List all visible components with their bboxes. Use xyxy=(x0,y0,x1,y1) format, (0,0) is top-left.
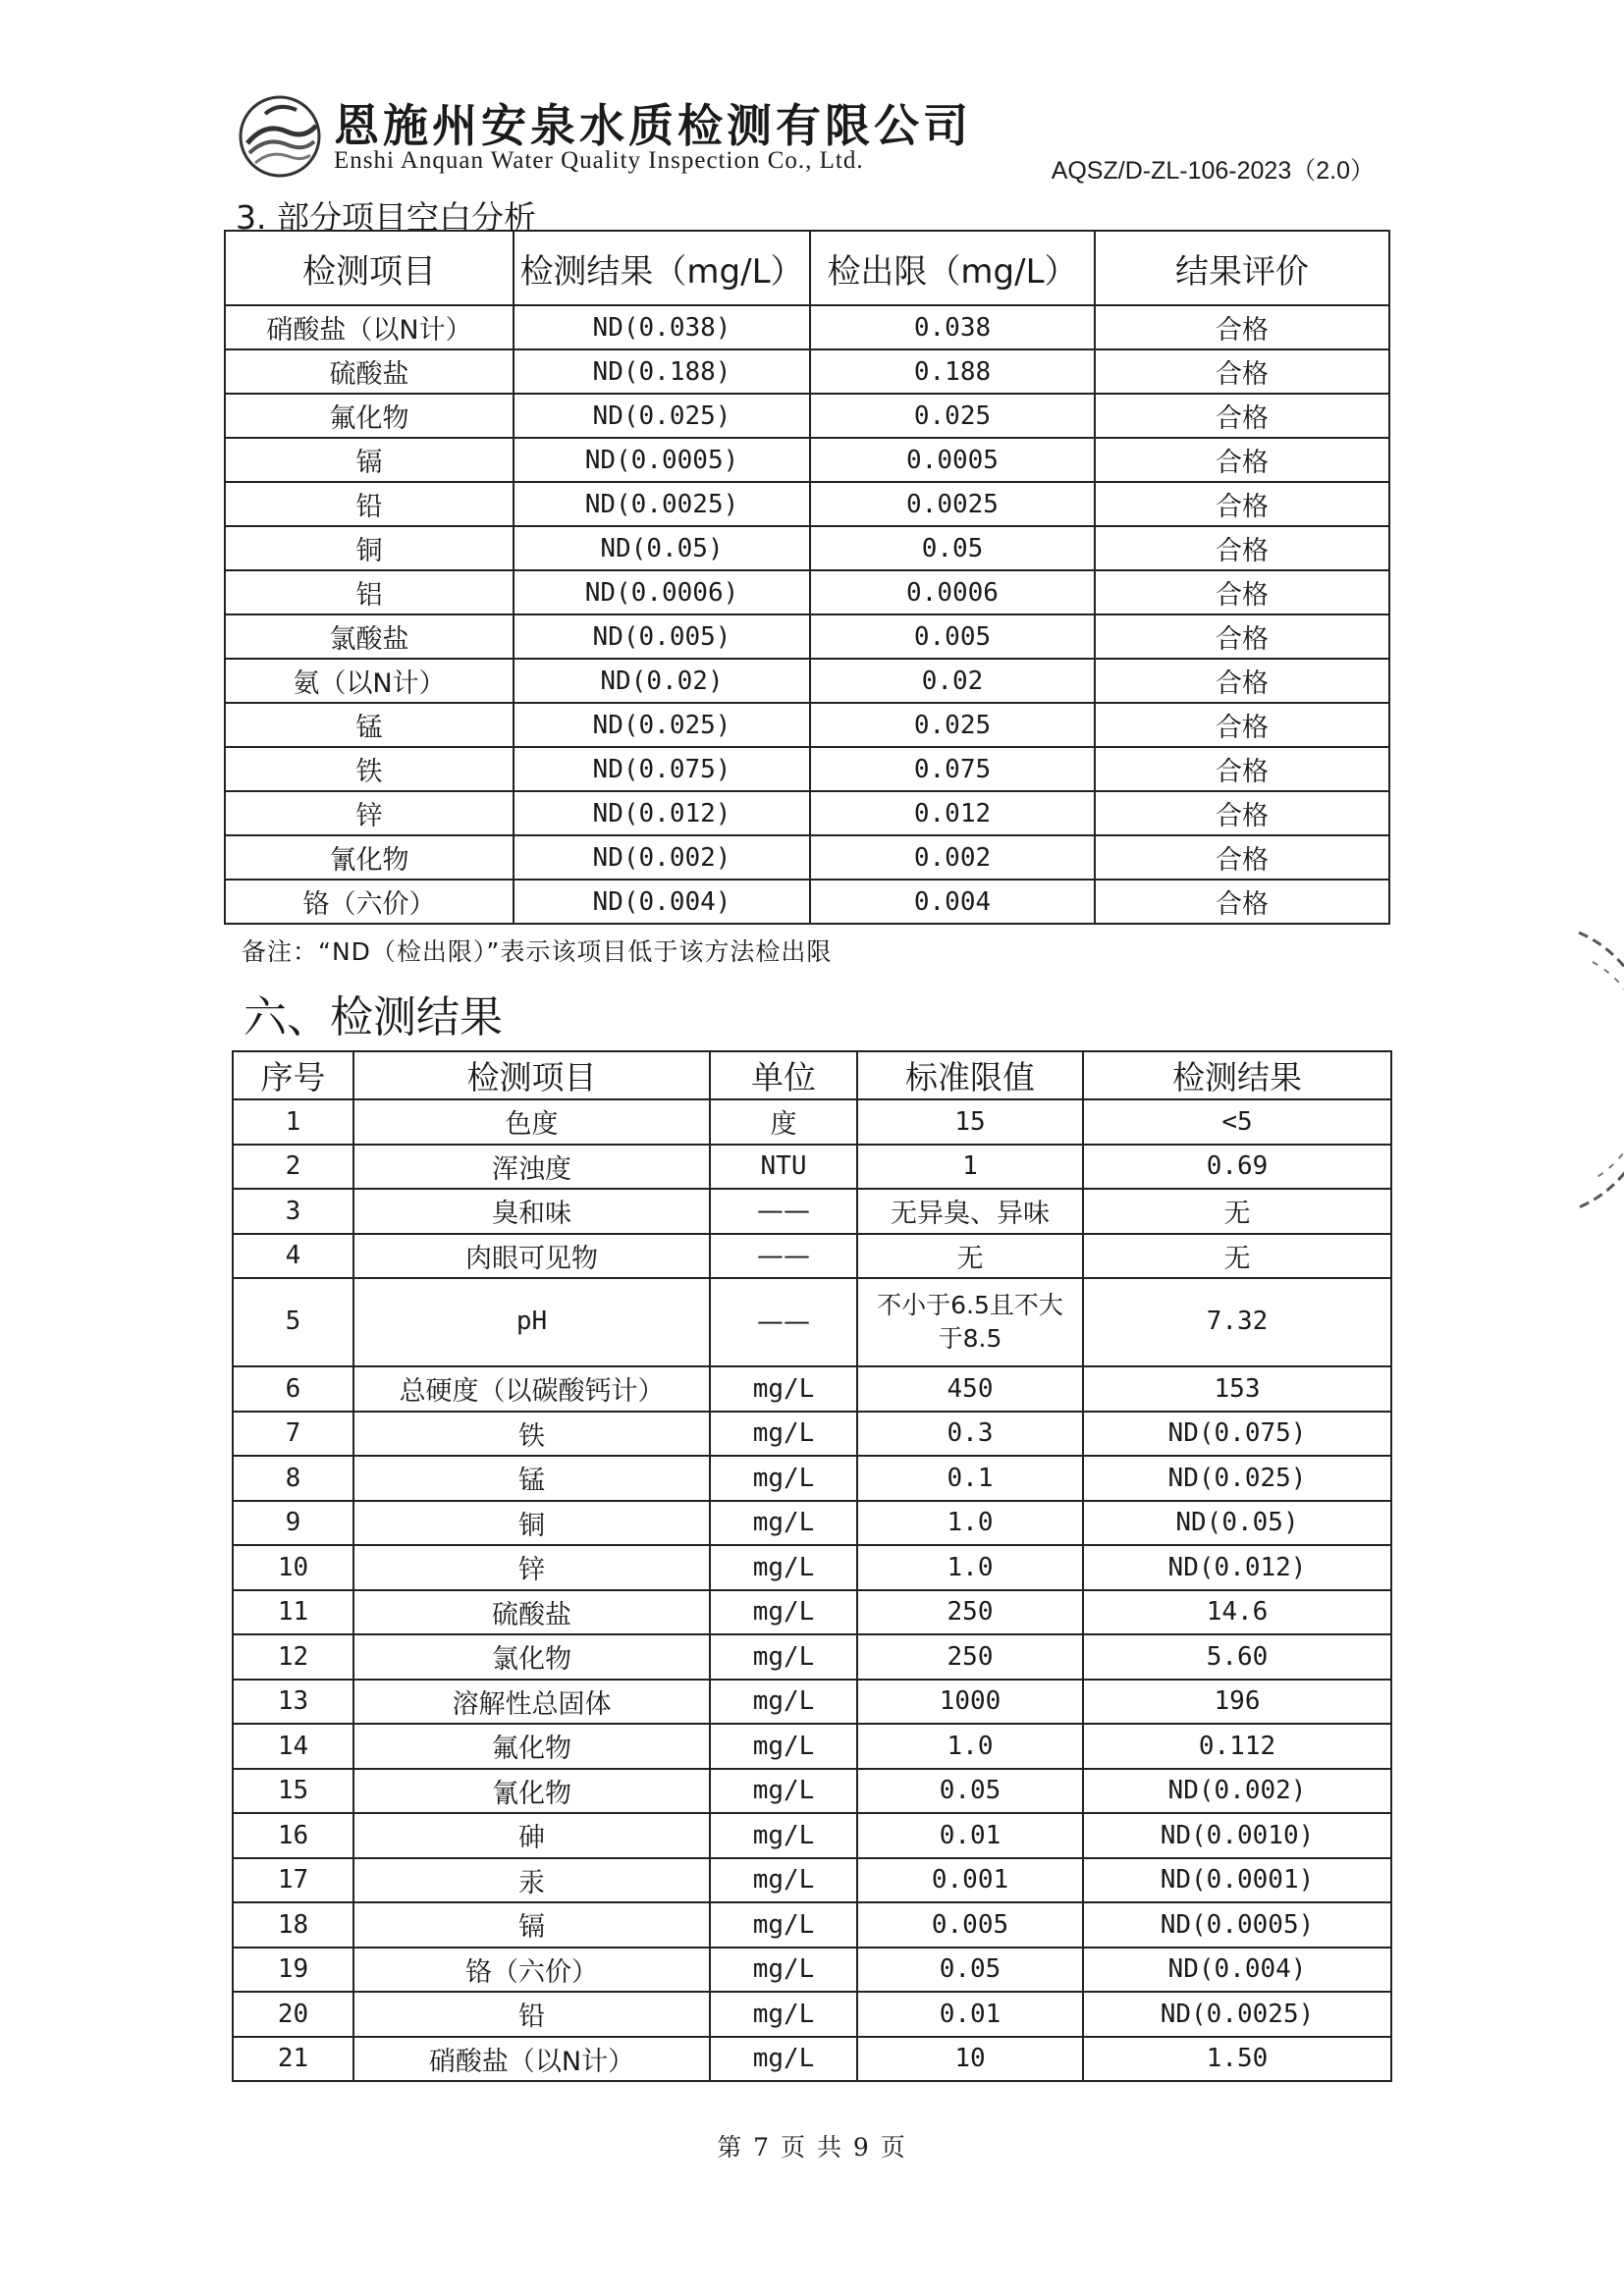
item-cell: 铁 xyxy=(353,1412,710,1457)
table-row xyxy=(233,1680,1391,1725)
limit-cell: 0.05 xyxy=(810,526,1095,570)
result-cell: ND(0.025) xyxy=(514,703,810,747)
table-row xyxy=(233,1366,1391,1412)
item-cell: 色度 xyxy=(353,1099,710,1145)
item-cell: 镉 xyxy=(225,438,514,482)
standard-cell: 0.005 xyxy=(857,1902,1083,1948)
index-cell: 6 xyxy=(233,1366,353,1412)
table-row xyxy=(233,1412,1391,1457)
standard-cell: 450 xyxy=(857,1366,1083,1412)
index-cell: 21 xyxy=(233,2037,353,2082)
column-header: 检测结果（mg/L） xyxy=(514,231,810,305)
result-cell: 1.50 xyxy=(1083,2037,1391,2082)
item-cell: 总硬度（以碳酸钙计） xyxy=(353,1366,710,1412)
standard-cell: 0.01 xyxy=(857,1992,1083,2037)
index-cell: 11 xyxy=(233,1590,353,1635)
table-row xyxy=(233,1456,1391,1501)
item-cell: 铜 xyxy=(225,526,514,570)
item-cell: 硫酸盐 xyxy=(353,1590,710,1635)
item-cell: 铬（六价） xyxy=(353,1948,710,1993)
result-cell: ND(0.025) xyxy=(1083,1456,1391,1501)
index-cell: 16 xyxy=(233,1813,353,1858)
index-cell: 3 xyxy=(233,1189,353,1234)
unit-cell: mg/L xyxy=(710,1902,857,1948)
standard-cell: 10 xyxy=(857,2037,1083,2082)
company-logo-icon xyxy=(236,92,324,181)
standard-cell: 无 xyxy=(857,1234,1083,1279)
unit-cell: mg/L xyxy=(710,1634,857,1680)
table-row xyxy=(233,1992,1391,2037)
unit-cell: —— xyxy=(710,1278,857,1366)
document-code: AQSZ/D-ZL-106-2023（2.0） xyxy=(1051,157,1375,185)
evaluation-cell: 合格 xyxy=(1095,305,1389,349)
item-cell: 锰 xyxy=(225,703,514,747)
limit-cell: 0.002 xyxy=(810,835,1095,880)
table-row xyxy=(225,438,1389,482)
index-cell: 13 xyxy=(233,1680,353,1725)
result-cell: 无 xyxy=(1083,1234,1391,1279)
limit-cell: 0.025 xyxy=(810,394,1095,438)
table-header-row xyxy=(233,1051,1391,1099)
unit-cell: —— xyxy=(710,1234,857,1279)
table-row xyxy=(233,1501,1391,1546)
unit-cell: mg/L xyxy=(710,1813,857,1858)
result-cell: ND(0.0006) xyxy=(514,570,810,614)
result-cell: ND(0.02) xyxy=(514,659,810,703)
table-row xyxy=(225,482,1389,526)
column-header: 检测项目 xyxy=(353,1051,710,1099)
result-cell: ND(0.012) xyxy=(1083,1545,1391,1590)
table-row xyxy=(225,526,1389,570)
letterhead xyxy=(236,86,1375,185)
standard-cell: 1000 xyxy=(857,1680,1083,1725)
standard-cell: 250 xyxy=(857,1634,1083,1680)
index-cell: 4 xyxy=(233,1234,353,1279)
result-cell: ND(0.005) xyxy=(514,614,810,659)
index-cell: 14 xyxy=(233,1724,353,1769)
index-cell: 7 xyxy=(233,1412,353,1457)
unit-cell: mg/L xyxy=(710,1366,857,1412)
limit-cell: 0.005 xyxy=(810,614,1095,659)
table-row xyxy=(225,394,1389,438)
index-cell: 20 xyxy=(233,1992,353,2037)
standard-cell: 15 xyxy=(857,1099,1083,1145)
blank-analysis-title: 3. 部分项目空白分析 xyxy=(236,198,536,237)
table-row xyxy=(225,659,1389,703)
item-cell: 锌 xyxy=(353,1545,710,1590)
limit-cell: 0.012 xyxy=(810,791,1095,835)
evaluation-cell: 合格 xyxy=(1095,703,1389,747)
result-cell: ND(0.075) xyxy=(514,747,810,791)
result-cell: ND(0.0001) xyxy=(1083,1858,1391,1903)
item-cell: 氨（以N计） xyxy=(225,659,514,703)
limit-cell: 0.0005 xyxy=(810,438,1095,482)
item-cell: pH xyxy=(353,1278,710,1366)
item-cell: 肉眼可见物 xyxy=(353,1234,710,1279)
standard-cell: 250 xyxy=(857,1590,1083,1635)
table-note: 备注：“ND（检出限）”表示该项目低于该方法检出限 xyxy=(242,937,833,966)
limit-cell: 0.0006 xyxy=(810,570,1095,614)
evaluation-cell: 合格 xyxy=(1095,791,1389,835)
evaluation-cell: 合格 xyxy=(1095,394,1389,438)
table-row xyxy=(225,570,1389,614)
column-header: 标准限值 xyxy=(857,1051,1083,1099)
result-cell: <5 xyxy=(1083,1099,1391,1145)
result-cell: ND(0.025) xyxy=(514,394,810,438)
item-cell: 浑浊度 xyxy=(353,1145,710,1190)
unit-cell: mg/L xyxy=(710,1724,857,1769)
result-cell: ND(0.075) xyxy=(1083,1412,1391,1457)
item-cell: 砷 xyxy=(353,1813,710,1858)
index-cell: 17 xyxy=(233,1858,353,1903)
limit-cell: 0.02 xyxy=(810,659,1095,703)
table-row xyxy=(233,1948,1391,1993)
table-row xyxy=(233,1145,1391,1190)
unit-cell: mg/L xyxy=(710,1501,857,1546)
column-header: 检测项目 xyxy=(225,231,514,305)
unit-cell: mg/L xyxy=(710,2037,857,2082)
standard-cell: 1 xyxy=(857,1145,1083,1190)
results-section-title: 六、检测结果 xyxy=(244,992,503,1042)
limit-cell: 0.025 xyxy=(810,703,1095,747)
item-cell: 臭和味 xyxy=(353,1189,710,1234)
company-name-en: Enshi Anquan Water Quality Inspection Co., Ltd. xyxy=(334,147,864,174)
item-cell: 锌 xyxy=(225,791,514,835)
table-row xyxy=(233,1902,1391,1948)
result-cell: ND(0.0005) xyxy=(1083,1902,1391,1948)
evaluation-cell: 合格 xyxy=(1095,747,1389,791)
evaluation-cell: 合格 xyxy=(1095,482,1389,526)
index-cell: 5 xyxy=(233,1278,353,1366)
item-cell: 汞 xyxy=(353,1858,710,1903)
item-cell: 硝酸盐（以N计） xyxy=(225,305,514,349)
unit-cell: NTU xyxy=(710,1145,857,1190)
column-header: 检测结果 xyxy=(1083,1051,1391,1099)
standard-cell: 1.0 xyxy=(857,1724,1083,1769)
evaluation-cell: 合格 xyxy=(1095,614,1389,659)
standard-cell: 0.05 xyxy=(857,1948,1083,1993)
item-cell: 氯化物 xyxy=(353,1634,710,1680)
result-cell: 14.6 xyxy=(1083,1590,1391,1635)
table-row xyxy=(233,1545,1391,1590)
index-cell: 12 xyxy=(233,1634,353,1680)
table-row xyxy=(233,1099,1391,1145)
column-header: 检出限（mg/L） xyxy=(810,231,1095,305)
table-row xyxy=(225,305,1389,349)
unit-cell: mg/L xyxy=(710,1992,857,2037)
unit-cell: mg/L xyxy=(710,1680,857,1725)
standard-cell: 0.3 xyxy=(857,1412,1083,1457)
result-cell: ND(0.004) xyxy=(514,880,810,924)
standard-cell: 0.05 xyxy=(857,1769,1083,1814)
table-row xyxy=(233,1724,1391,1769)
result-cell: 5.60 xyxy=(1083,1634,1391,1680)
result-cell: 0.69 xyxy=(1083,1145,1391,1190)
result-cell: ND(0.0025) xyxy=(514,482,810,526)
unit-cell: mg/L xyxy=(710,1456,857,1501)
table-row xyxy=(233,1858,1391,1903)
item-cell: 溶解性总固体 xyxy=(353,1680,710,1725)
unit-cell: mg/L xyxy=(710,1858,857,1903)
table-row xyxy=(225,880,1389,924)
company-name-cn: 恩施州安泉水质检测有限公司 xyxy=(334,99,972,152)
evaluation-cell: 合格 xyxy=(1095,835,1389,880)
item-cell: 铅 xyxy=(225,482,514,526)
standard-cell: 0.001 xyxy=(857,1858,1083,1903)
item-cell: 氟化物 xyxy=(225,394,514,438)
result-cell: 153 xyxy=(1083,1366,1391,1412)
table-row xyxy=(233,2037,1391,2082)
result-cell: ND(0.002) xyxy=(514,835,810,880)
item-cell: 铜 xyxy=(353,1501,710,1546)
result-cell: ND(0.05) xyxy=(514,526,810,570)
standard-cell: 1.0 xyxy=(857,1545,1083,1590)
index-cell: 19 xyxy=(233,1948,353,1993)
unit-cell: mg/L xyxy=(710,1948,857,1993)
index-cell: 18 xyxy=(233,1902,353,1948)
table-row xyxy=(233,1634,1391,1680)
table-row xyxy=(233,1234,1391,1279)
item-cell: 镉 xyxy=(353,1902,710,1948)
item-cell: 铬（六价） xyxy=(225,880,514,924)
result-cell: ND(0.0010) xyxy=(1083,1813,1391,1858)
limit-cell: 0.0025 xyxy=(810,482,1095,526)
limit-cell: 0.004 xyxy=(810,880,1095,924)
standard-cell: 无异臭、异味 xyxy=(857,1189,1083,1234)
index-cell: 2 xyxy=(233,1145,353,1190)
evaluation-cell: 合格 xyxy=(1095,349,1389,394)
seal-stamp-icon xyxy=(1569,923,1624,1217)
result-cell: ND(0.002) xyxy=(1083,1769,1391,1814)
unit-cell: mg/L xyxy=(710,1412,857,1457)
index-cell: 10 xyxy=(233,1545,353,1590)
result-cell: 7.32 xyxy=(1083,1278,1391,1366)
table-row xyxy=(225,835,1389,880)
item-cell: 铁 xyxy=(225,747,514,791)
result-cell: 196 xyxy=(1083,1680,1391,1725)
index-cell: 1 xyxy=(233,1099,353,1145)
item-cell: 氯酸盐 xyxy=(225,614,514,659)
evaluation-cell: 合格 xyxy=(1095,526,1389,570)
item-cell: 氰化物 xyxy=(225,835,514,880)
evaluation-cell: 合格 xyxy=(1095,438,1389,482)
table-row xyxy=(233,1813,1391,1858)
column-header: 单位 xyxy=(710,1051,857,1099)
result-cell: ND(0.0005) xyxy=(514,438,810,482)
table-row xyxy=(225,703,1389,747)
item-cell: 硫酸盐 xyxy=(225,349,514,394)
standard-cell: 1.0 xyxy=(857,1501,1083,1546)
result-cell: ND(0.012) xyxy=(514,791,810,835)
column-header: 序号 xyxy=(233,1051,353,1099)
standard-cell: 0.1 xyxy=(857,1456,1083,1501)
unit-cell: —— xyxy=(710,1189,857,1234)
evaluation-cell: 合格 xyxy=(1095,570,1389,614)
item-cell: 氰化物 xyxy=(353,1769,710,1814)
table-row xyxy=(225,747,1389,791)
result-cell: ND(0.05) xyxy=(1083,1501,1391,1546)
evaluation-cell: 合格 xyxy=(1095,659,1389,703)
item-cell: 铝 xyxy=(225,570,514,614)
table-header-row xyxy=(225,231,1389,305)
result-cell: 0.112 xyxy=(1083,1724,1391,1769)
results-table xyxy=(232,1050,1392,2082)
table-row xyxy=(225,349,1389,394)
result-cell: 无 xyxy=(1083,1189,1391,1234)
blank-analysis-table xyxy=(224,230,1390,925)
item-cell: 氟化物 xyxy=(353,1724,710,1769)
index-cell: 15 xyxy=(233,1769,353,1814)
table-row xyxy=(233,1189,1391,1234)
table-row xyxy=(233,1769,1391,1814)
column-header: 结果评价 xyxy=(1095,231,1389,305)
table-row xyxy=(225,614,1389,659)
table-row xyxy=(233,1278,1391,1366)
standard-cell: 0.01 xyxy=(857,1813,1083,1858)
item-cell: 铅 xyxy=(353,1992,710,2037)
limit-cell: 0.188 xyxy=(810,349,1095,394)
item-cell: 锰 xyxy=(353,1456,710,1501)
page-number: 第 7 页 共 9 页 xyxy=(717,2133,907,2162)
index-cell: 8 xyxy=(233,1456,353,1501)
index-cell: 9 xyxy=(233,1501,353,1546)
item-cell: 硝酸盐（以N计） xyxy=(353,2037,710,2082)
evaluation-cell: 合格 xyxy=(1095,880,1389,924)
unit-cell: mg/L xyxy=(710,1545,857,1590)
result-cell: ND(0.004) xyxy=(1083,1948,1391,1993)
limit-cell: 0.075 xyxy=(810,747,1095,791)
table-row xyxy=(225,791,1389,835)
table-row xyxy=(233,1590,1391,1635)
unit-cell: mg/L xyxy=(710,1590,857,1635)
unit-cell: mg/L xyxy=(710,1769,857,1814)
result-cell: ND(0.0025) xyxy=(1083,1992,1391,2037)
result-cell: ND(0.038) xyxy=(514,305,810,349)
standard-cell: 不小于6.5且不大于8.5 xyxy=(857,1278,1083,1366)
unit-cell: 度 xyxy=(710,1099,857,1145)
result-cell: ND(0.188) xyxy=(514,349,810,394)
limit-cell: 0.038 xyxy=(810,305,1095,349)
